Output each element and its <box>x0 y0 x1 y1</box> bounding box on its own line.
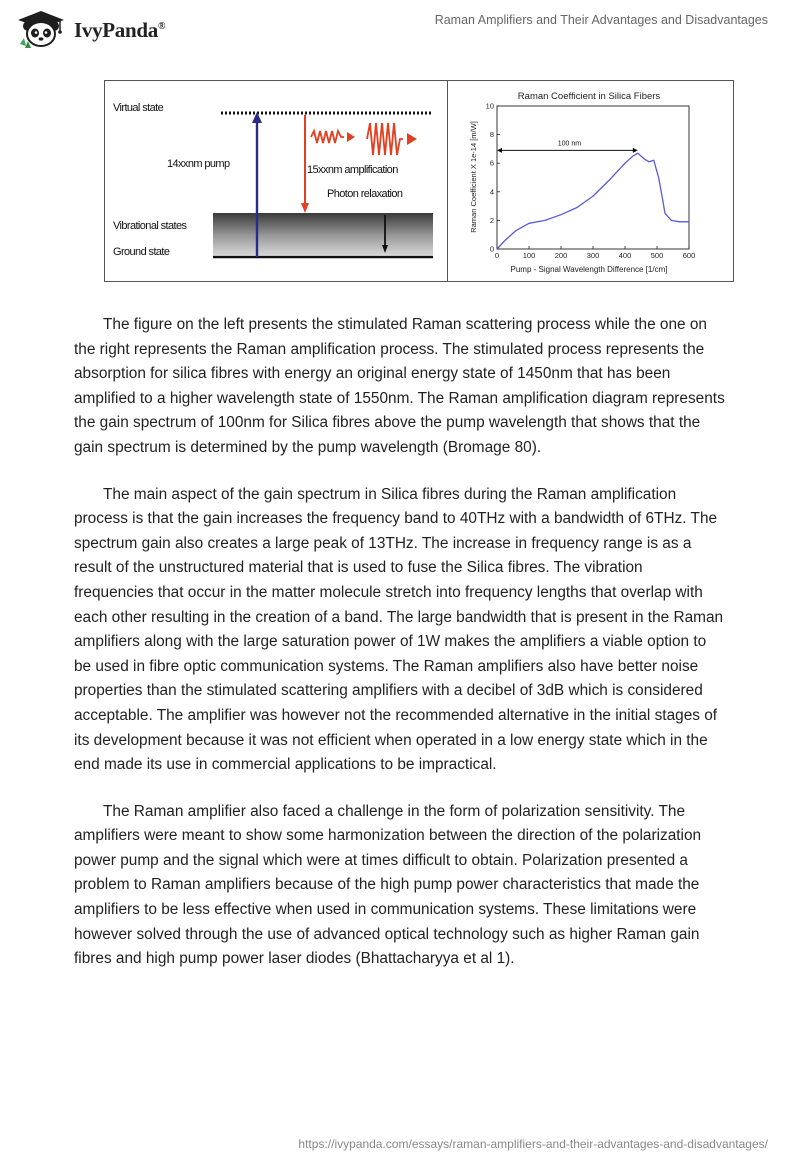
x-tick-label: 500 <box>650 251 664 260</box>
article-paragraph: The figure on the left presents the stimulated Raman scattering process while the one on the right represents the Raman amplification process. The stimulated process represents the absorption for silica fibres with energy an original energy state of 1450nm that has been amplified to a higher wavelength state of 1550nm. The Raman amplification diagram represents the gain spectrum of 100nm for Silica fibres above the pump wavelength that shows that the gain spectrum is determined by the pump wavelength (Bromage 80). <box>74 316 725 456</box>
page-header-title: Raman Amplifiers and Their Advantages and Disadvantages <box>434 13 768 27</box>
chart-plot-area <box>486 102 696 261</box>
stimulated-raman-diagram <box>105 81 448 281</box>
small-wave-icon <box>311 131 344 143</box>
y-tick-label: 10 <box>485 101 494 111</box>
y-tick-label: 8 <box>489 130 494 140</box>
y-tick-label: 0 <box>489 244 494 254</box>
article-paragraph: The main aspect of the gain spectrum in Silica fibres during the Raman amplification process is that the gain increases the frequency band to 40THz with a bandwidth of 6THz. The spectrum gain also creates a large peak of 13THz. The increase in frequency range is as a result of the unstructured material that is used to fuse the Silica fibres. The vibration frequencies that occur in the matter molecule stretch into frequency lengths that overlap with each other resulting in the creation of a band. The large bandwidth that is present in the Raman amplifiers along with the large saturation power of 1W makes the amplifiers a viable option to be used in fibre optic communication systems. The Raman amplifiers also have better noise properties than the stimulated scattering amplifiers with a decibel of 3dB which is considered acceptable. The amplifier was however not the recommended alternative in the initial stages of its development because it was not efficient when operated in a low energy state which in the end made its use in commercial applications to be impractical. <box>74 485 724 774</box>
large-wave-icon <box>367 123 403 155</box>
annotation-arrow-left <box>497 148 502 153</box>
annotation-label: 100 nm <box>557 140 582 148</box>
site-logo[interactable] <box>14 10 165 50</box>
y-tick-label: 6 <box>489 158 494 168</box>
ground-state-label: Ground state <box>113 246 170 258</box>
small-wave-arrow-icon <box>347 132 355 142</box>
vibrational-band <box>213 213 433 255</box>
article-body <box>74 313 726 994</box>
virtual-state-label: Virtual state <box>113 102 164 114</box>
x-tick-label: 200 <box>554 251 568 260</box>
chart-frame <box>497 106 689 249</box>
series-line <box>497 153 689 249</box>
annotation-arrow-right <box>633 148 638 153</box>
chart-xlabel: Pump - Signal Wavelength Difference [1/cm] <box>510 265 668 274</box>
x-tick-label: 0 <box>494 251 500 260</box>
panda-mascot-icon <box>14 10 68 50</box>
logo-wordmark <box>74 18 165 43</box>
x-tick-label: 600 <box>682 251 696 260</box>
registered-mark: ® <box>157 20 166 32</box>
vibrational-states-label: Vibrational states <box>113 220 187 232</box>
raman-figure <box>104 80 734 282</box>
source-url[interactable]: https://ivypanda.com/essays/raman-amplifiers-and-their-advantages-and-disadvantages/ <box>298 1137 768 1151</box>
raman-coefficient-chart <box>449 81 733 281</box>
x-tick-label: 100 <box>522 251 536 260</box>
large-wave-arrow-icon <box>407 133 417 145</box>
chart-ylabel: Raman Coefficient X 1e-14 [m/W] <box>469 121 478 233</box>
logo-text: IvyPanda <box>74 17 158 42</box>
amplification-arrow-head <box>301 203 309 213</box>
amplification-label: 15xxnm amplification <box>307 164 398 176</box>
pump-label: 14xxnm pump <box>167 158 230 170</box>
x-tick-label: 400 <box>618 251 632 260</box>
chart-title: Raman Coefficient in Silica Fibers <box>517 91 661 102</box>
photon-relaxation-label: Photon relaxation <box>327 188 403 200</box>
x-tick-label: 300 <box>586 251 600 260</box>
y-tick-label: 4 <box>489 187 494 197</box>
article-paragraph: The Raman amplifier also faced a challenge in the form of polarization sensitivity. The amplifiers were meant to show some harmonization between the direction of the polarization power pump and the signal which were at times difficult to obtain. Polarization presented a problem to Raman amplifiers because of the high pump power characteristics that made the amplifiers to be less effective when used in communication systems. These limitations were however solved through the use of advanced optical technology such as higher Raman gain fibres and high pump power laser diodes (Bhattacharyya et al 1). <box>74 802 702 968</box>
y-tick-label: 2 <box>489 215 494 225</box>
